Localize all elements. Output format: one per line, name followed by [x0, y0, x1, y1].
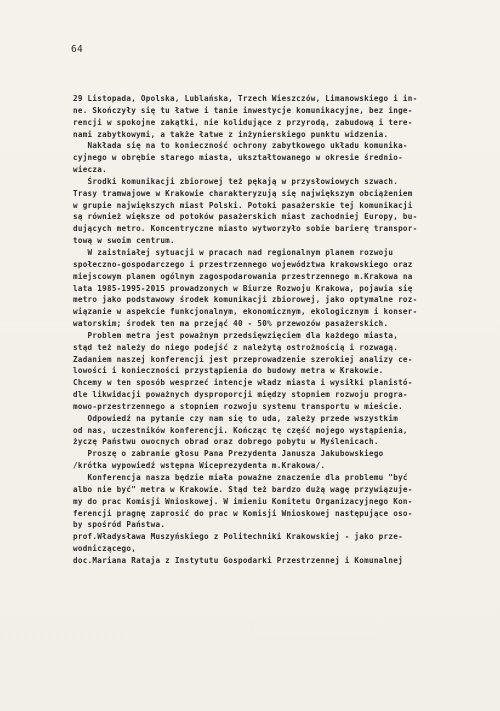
- text-line: są również większe od potoków pasażerskich miast zachodniej Europy, bu-: [73, 212, 418, 222]
- text-line: Środki komunikacji zbiorowej też pękają w przysłowiowych szwach.: [73, 176, 399, 186]
- text-line: ferencji pragnę zaprosić do prac w Komisji Wnioskowej następujące oso-: [73, 508, 413, 518]
- text-line: cyjnego w obrębie starego miasta, ukształtowanego w okresie średnio-: [73, 153, 403, 163]
- text-line: w grupie największych miast Polski. Potoki pasażerskie tej komunikacji: [73, 200, 413, 210]
- text-line: Trasy tramwajowe w Krakowie charakteryzują się największym obciążeniem: [73, 188, 413, 198]
- text-line: my do prac Komisji Wnioskowej. W imieniu Komitetu Organizacyjnego Kon-: [73, 496, 413, 506]
- text-line: lowości i konieczności przystąpienia do budowy metra w Krakowie.: [73, 366, 384, 376]
- text-line: życzę Państwu owocnych obrad oraz dobrego pobytu w Myślenicach.: [73, 437, 379, 447]
- text-line: mowo-przestrzennego a stopniem rozwoju systemu transportu w mieście.: [73, 401, 403, 411]
- text-line: albo nie być" metra w Krakowie. Stąd też bardzo dużą wagę przywiązuje-: [73, 484, 413, 494]
- text-line: Nakłada się na to konieczność ochrony zabytkowego układu komunika-: [73, 141, 408, 151]
- text-line: dujących metro. Koncentryczne miasto wytworzyło sobie barierę transpor-: [73, 224, 418, 234]
- text-line: miejscowym planem ogólnym zagospodarowania przestrzennego m.Krakowa na: [73, 271, 413, 281]
- text-line: ne. Skończyły się tu łatwe i tanie inwestycje komunikacyjne, bez inge-: [73, 105, 413, 115]
- text-line: Chcemy w ten sposób wesprzeć intencje władz miasta i wysiłki planistó-: [73, 378, 413, 388]
- text-line: wiązanie w aspekcie funkcjonalnym, ekonomicznym, ekologicznym i konser-: [73, 307, 418, 317]
- text-line: nami zabytkowymi, a także łatwe z inżynierskiego punktu widzenia.: [73, 129, 389, 139]
- page-number: 64: [71, 44, 84, 55]
- text-line: wiecza.: [73, 165, 107, 175]
- text-line: watorskim; środek ten ma przejąć 40 - 50% przewozów pasażerskich.: [73, 319, 389, 329]
- text-line: wodniczącego,: [73, 544, 137, 554]
- text-line: doc.Mariana Rataja z Instytutu Gospodarki Przestrzennej i Komunalnej: [73, 555, 403, 565]
- text-line: prof.Władysława Muszyńskiego z Politechniki Krakowskiej - jako prze-: [73, 532, 403, 542]
- text-line: stąd też należy do niego podejść z należytą ostrożnością i rozwagą.: [73, 342, 399, 352]
- text-line: Problem metra jest poważnym przedsięwzięciem dla każdego miasta,: [73, 330, 399, 340]
- text-line: metro jako podstawowy środek komunikacji zbiorowej, jako optymalne roz-: [73, 295, 418, 305]
- text-line: Konferencja nasza będzie miała poważne znaczenie dla problemu "być: [73, 473, 408, 482]
- text-line: społeczno-gospodarczego i przestrzennego województwa krakowskiego oraz: [73, 259, 413, 269]
- text-line: tową w swoim centrum.: [73, 236, 175, 246]
- text-line: rencji w spokojne zakątki, nie kolidujące z przyrodą, zabudową i tere-: [73, 117, 413, 127]
- text-line: /krótka wypowiedź wstępna Wiceprezydenta m.Krakowa/.: [73, 461, 326, 471]
- body-text: [73, 93, 473, 567]
- text-line: W zaistniałej sytuacji w pracach nad regionalnym planem rozwoju: [73, 247, 394, 257]
- text-line: dle likwidacji poważnych dysproporcji między stopniem rozwoju progra-: [73, 390, 408, 400]
- text-line: od nas, uczestników konferencji. Kończąc tę część mojego wystąpienia,: [73, 425, 408, 435]
- text-line: Zadaniem naszej konferencji jest przeprowadzenie szerokiej analizy ce-: [73, 354, 413, 364]
- text-line: Odpowiedź na pytanie czy nam się to uda, zależy przede wszystkim: [73, 413, 399, 423]
- text-line: by spośród Państwa.: [73, 520, 166, 530]
- text-line: lata 1985-1995-2015 prowadzonych w Biurze Rozwoju Krakowa, pojawia się: [73, 283, 413, 293]
- text-line: 29 Listopada, Opolska, Lublańska, Trzech Wieszczów, Limanowskiego i in-: [73, 94, 418, 103]
- text-line: Proszę o zabranie głosu Pana Prezydenta Janusza Jakubowskiego: [73, 449, 384, 459]
